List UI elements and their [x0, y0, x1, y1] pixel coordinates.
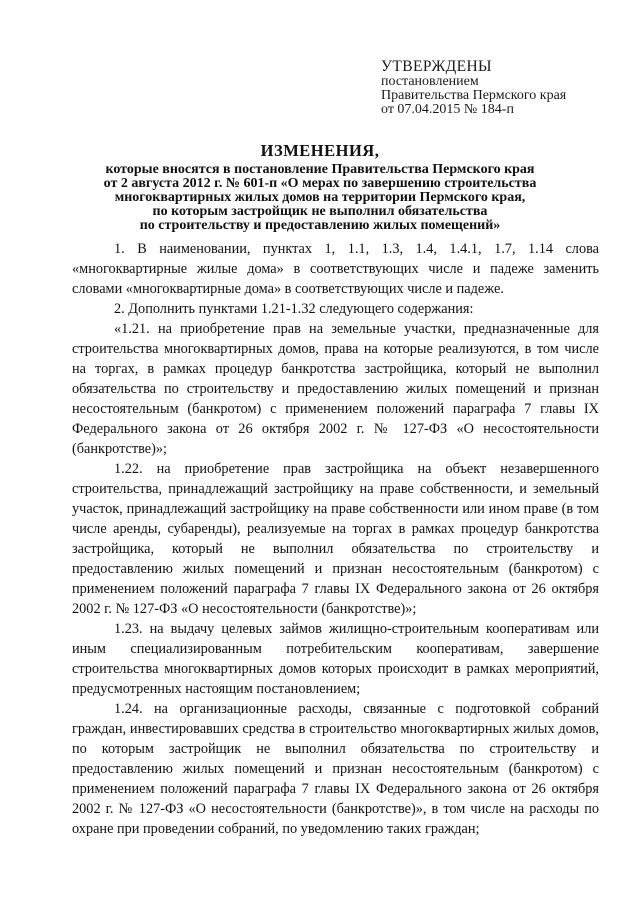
- paragraph-item-1: 1. В наименовании, пунктах 1, 1.1, 1.3, 1.4, 1.4.1, 1.7, 1.14 слова «многоквартирные жилые дома» в соответствующих числе и падеже заменить словами «многоквартирные дома» в соответствующих числе и падеже.: [72, 241, 599, 297]
- paragraph-item-2: 2. Дополнить пунктами 1.21-1.32 следующего содержания:: [114, 301, 474, 317]
- subtitle-line: по строительству и предоставлению жилых помещений»: [139, 218, 501, 233]
- paragraph-1-23: 1.23. на выдачу целевых займов жилищно-строительным кооперативам или иным специализированным потребительским кооперативам, завершение строительства многоквартирных домов которых происходит в рамках мероприятий, предусмотренных настоящим постановлением;: [72, 621, 599, 697]
- document-subtitle: [70, 163, 570, 233]
- paragraph-1-24: 1.24. на организационные расходы, связанные с подготовкой собраний граждан, инвестировавших средства в строительство многоквартирных жилых домов, по которым застройщик не выполнил обязательства по строительству и предоставлению жилых помещений и признан несостоятельным (банкротом) с применением положений параграфа 7 главы IX Федерального закона от 26 октября 2002 г. № 127-ФЗ «О несостоятельности (банкротстве)», в том числе на расходы по охране при проведении собраний, по уведомлению таких граждан;: [72, 701, 599, 837]
- approval-stamp: [381, 58, 566, 117]
- approval-heading: УТВЕРЖДЕНЫ: [381, 58, 492, 75]
- paragraph-1-22: 1.22. на приобретение прав застройщика на объект незавершенного строительства, принадлежащий застройщику на праве собственности, и земельный участок, принадлежащий застройщику на праве собственности или ином праве (в том числе аренды, субаренды), реализуемые на торгах в рамках процедур банкротства застройщика, который не выполнил обязательства по строительству и предоставлению жилых помещений и признан несостоятельным (банкротом) с применением положений параграфа 7 главы IX Федерального закона от 26 октября 2002 г. № 127-ФЗ «О несостоятельности (банкротстве)»;: [72, 461, 599, 617]
- subtitle-line: многоквартирных жилых домов на территории Пермского края,: [114, 190, 526, 205]
- subtitle-line: которые вносятся в постановление Правительства Пермского края: [105, 162, 535, 177]
- subtitle-line: по которым застройщик не выполнил обязательства: [152, 204, 488, 219]
- document-body: [72, 239, 599, 839]
- approval-line: от 07.04.2015 № 184-п: [381, 102, 514, 117]
- subtitle-line: от 2 августа 2012 г. № 601-п «О мерах по завершению строительства: [103, 176, 537, 191]
- approval-line: Правительства Пермского края: [381, 88, 567, 103]
- approval-line: постановлением: [381, 74, 479, 89]
- paragraph-1-21: «1.21. на приобретение прав на земельные участки, предназначенные для строительства многоквартирных домов, права на которые реализуются, в том числе на торгах, в рамках процедур банкротства застройщика, который не выполнил обязательства по строительству и предоставлению жилых помещений и признан несостоятельным (банкротом) с применением положений параграфа 7 главы IX Федерального закона от 26 октября 2002 г. № 127-ФЗ «О несостоятельности (банкротстве)»;: [72, 321, 599, 457]
- document-title: ИЗМЕНЕНИЯ,: [260, 141, 380, 160]
